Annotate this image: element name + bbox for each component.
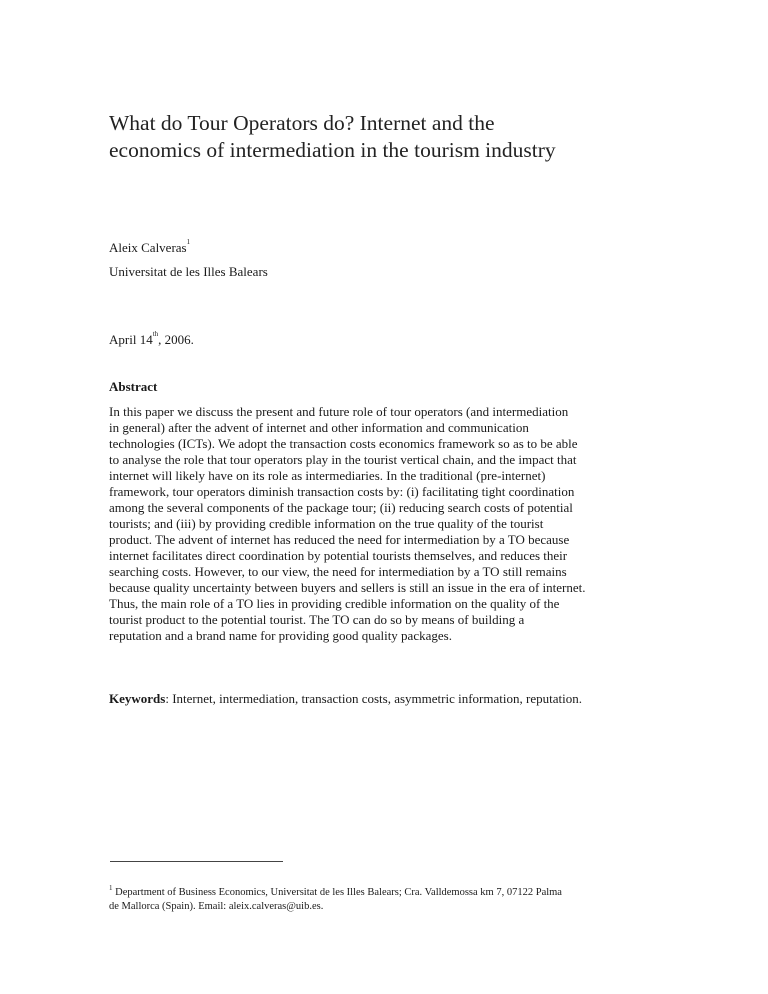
abstract-line: framework, tour operators diminish transaction costs by: (i) facilitating tight coordination [109, 484, 575, 499]
abstract-body [109, 404, 586, 644]
abstract-line: Thus, the main role of a TO lies in providing credible information on the quality of the [109, 596, 560, 611]
footnote-separator [110, 861, 283, 862]
keywords-label: Keywords [109, 691, 166, 706]
keywords-list: : Internet, intermediation, transaction costs, asymmetric information, reputation. [165, 691, 582, 706]
abstract-heading: Abstract [109, 379, 158, 394]
abstract-line: to analyse the role that tour operators play in the tourist vertical chain, and the impact that [109, 452, 577, 467]
abstract-line: because quality uncertainty between buyers and sellers is still an issue in the era of internet. [109, 580, 586, 595]
abstract-line: In this paper we discuss the present and future role of tour operators (and intermediation [109, 404, 569, 419]
author-name-text: Aleix Calveras [109, 240, 187, 255]
date-year: , 2006. [158, 332, 194, 347]
abstract-line: internet will likely have on its role as intermediaries. In the traditional (pre-internet) [109, 468, 546, 483]
abstract-line: searching costs. However, to our view, the need for intermediation by a TO still remains [109, 564, 567, 579]
abstract-line: product. The advent of internet has reduced the need for intermediation by a TO because [109, 532, 570, 547]
footnote-line: de Mallorca (Spain). Email: aleix.calveras@uib.es. [109, 901, 324, 912]
abstract-line: in general) after the advent of internet and other information and communication [109, 420, 529, 435]
footnote-text: Department of Business Economics, Universitat de les Illes Balears; Cra. Valldemossa km 7, 07122 Palma [112, 887, 562, 898]
abstract-line: internet facilitates direct coordination by potential tourists themselves, and reduces their [109, 548, 568, 563]
title-line: What do Tour Operators do? Internet and the [109, 111, 495, 135]
footnote-line [109, 886, 562, 900]
abstract-line: among the several components of the package tour; (ii) reducing search costs of potential [109, 500, 573, 515]
author-affiliation: Universitat de les Illes Balears [109, 264, 268, 279]
footnote-mark: 1 [109, 884, 113, 892]
date-ordinal: th [152, 330, 159, 338]
abstract-line: technologies (ICTs). We adopt the transaction costs economics framework so as to be able [109, 436, 578, 451]
author-name [109, 240, 190, 256]
abstract-line: tourist product to the potential tourist. The TO can do so by means of building a [109, 612, 525, 627]
date-text: April 14 [109, 332, 153, 347]
paper-date [109, 332, 194, 348]
keywords [109, 691, 582, 707]
title-line: economics of intermediation in the tourism industry [109, 138, 556, 162]
abstract-line: tourists; and (iii) by providing credible information on the true quality of the tourist [109, 516, 544, 531]
footnote-mark: 1 [186, 238, 191, 246]
footnote [109, 886, 562, 914]
paper-title [109, 110, 556, 164]
abstract-line: reputation and a brand name for providing good quality packages. [109, 628, 452, 643]
